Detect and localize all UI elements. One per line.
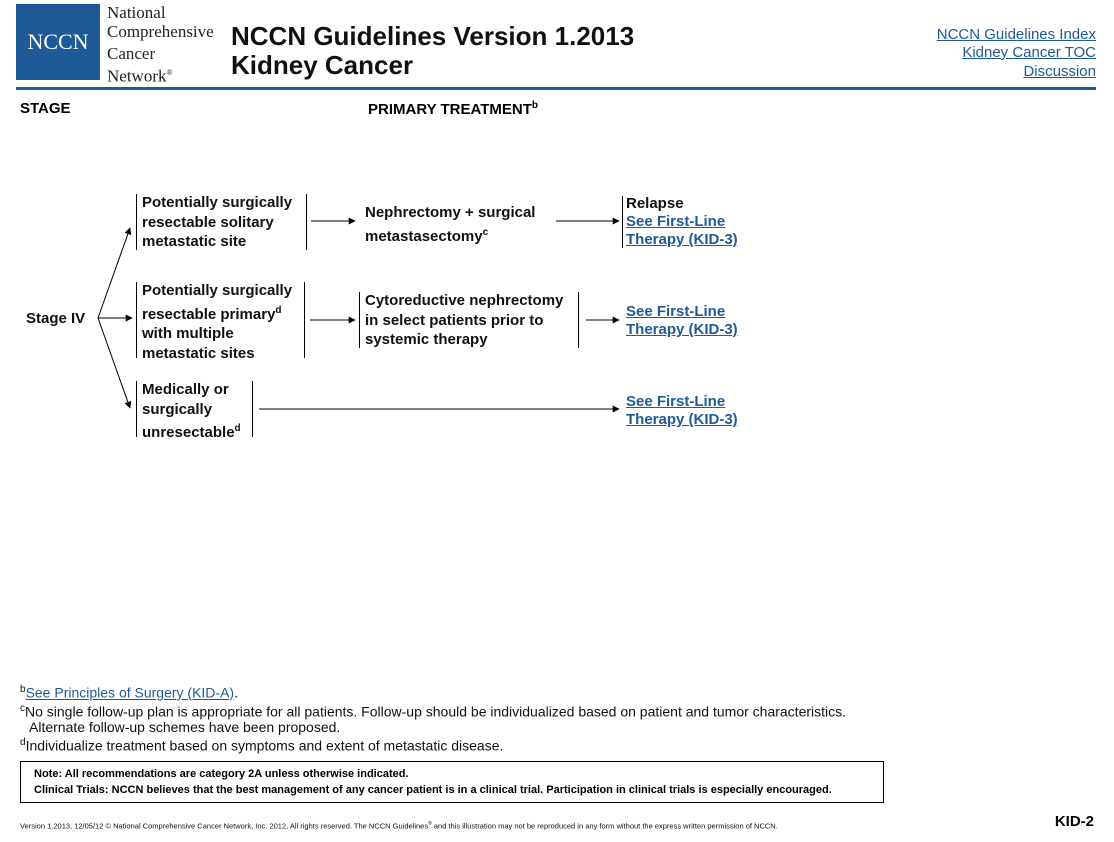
footnote-d-text: Individualize treatment based on symptoms and extent of metastatic disease. <box>25 737 504 754</box>
branch2-link-line-2: Therapy (KID-3) <box>626 321 738 338</box>
principles-of-surgery-link[interactable]: See Principles of Surgery (KID-A) <box>25 684 235 701</box>
footnote-c-line-2: Alternate follow-up schemes have been proposed. <box>29 719 341 735</box>
primary-treatment-label: PRIMARY TREATMENT <box>368 101 532 118</box>
org-name-network: Network <box>107 66 167 86</box>
branch2-condition-line-2 <box>142 301 292 325</box>
branch2-treatment-line-1: Cytoreductive nephrectomy <box>365 292 564 309</box>
page-code: KID-2 <box>1054 813 1094 830</box>
note-clinical-trials: Clinical Trials: NCCN believes that the best management of any cancer patient is in a clinical trial. Participation in clinical trials is especially encouraged. <box>34 784 832 796</box>
branch1-condition-line-1: Potentially surgically <box>142 194 293 211</box>
registered-mark: ® <box>166 68 173 77</box>
branch2-condition-line-3: with multiple <box>142 325 234 342</box>
footnote-d-marker: d <box>20 737 26 748</box>
branch3-condition-line-2: surgically <box>142 400 213 418</box>
note-category: Note: All recommendations are category 2A unless otherwise indicated. <box>34 768 409 780</box>
branch1-outcome-left-bar <box>622 196 623 248</box>
branch1-condition-left-bar <box>136 194 137 250</box>
branch3-condition-text: unresectable <box>142 424 235 441</box>
branch2-condition-right-bar <box>304 282 305 358</box>
stage-iv-label: Stage IV <box>26 310 86 327</box>
org-name-line-1: National <box>107 3 166 22</box>
footnote-c <box>20 703 846 720</box>
branch2-treatment-line-2: in select patients prior to <box>365 311 544 329</box>
page-subtitle: Kidney Cancer <box>231 50 414 80</box>
branch2-condition <box>142 281 292 363</box>
footnote-ref-d-2: d <box>234 423 241 434</box>
branch2-treatment-line-3: systemic therapy <box>365 331 488 348</box>
footnote-d <box>20 737 503 754</box>
version-copyright <box>20 821 778 831</box>
branch1-treatment-line-2 <box>365 223 535 247</box>
footnote-c-text: No single follow-up plan is appropriate for all patients. Follow-up should be individualized based on patient and tumor characteristics. <box>25 703 847 720</box>
footnote-ref-c: c <box>482 226 489 238</box>
footnote-b-marker: b <box>20 684 26 695</box>
logo-text: NCCN <box>27 29 89 54</box>
branch3-condition <box>142 380 241 443</box>
branch2-treatment <box>365 291 563 350</box>
branch1-link-line-2: Therapy (KID-3) <box>626 231 738 248</box>
footnote-b-end: . <box>234 684 238 701</box>
version-reg-mark: ® <box>428 821 432 827</box>
footnote-ref-b: b <box>531 100 538 111</box>
branch2-link-line-1: See First-Line <box>626 303 726 320</box>
branch1-treatment-line-1: Nephrectomy + surgical <box>365 204 536 221</box>
discussion-link[interactable]: Discussion <box>1023 63 1096 80</box>
footnote-b <box>20 684 238 701</box>
branch2-treatment-left-bar <box>359 292 360 348</box>
stage-column-header: STAGE <box>20 100 71 117</box>
branch3-condition-right-bar <box>252 381 253 437</box>
branch1-treatment-text: metastasectomy <box>365 227 483 245</box>
arrow-stage-to-branch3 <box>98 318 130 408</box>
footnote-c-marker: c <box>20 703 25 714</box>
kidney-cancer-toc-link[interactable]: Kidney Cancer TOC <box>962 44 1096 61</box>
branch2-condition-left-bar <box>136 282 137 358</box>
branch1-condition-right-bar <box>306 194 307 250</box>
branch2-condition-line-1: Potentially surgically <box>142 282 293 299</box>
version-text-end: . <box>775 821 778 831</box>
branch3-first-line-therapy-link[interactable] <box>626 393 738 429</box>
org-name-line-3: Cancer <box>107 44 156 63</box>
branch1-first-line-therapy-link[interactable] <box>626 213 738 249</box>
branch3-condition-left-bar <box>136 381 137 437</box>
guidelines-index-link[interactable]: NCCN Guidelines Index <box>936 26 1096 43</box>
branch3-condition-line-1: Medically or <box>142 381 229 398</box>
page-title: NCCN Guidelines Version 1.2013 <box>231 21 635 51</box>
branch2-first-line-therapy-link[interactable] <box>626 303 738 339</box>
arrow-stage-to-branch1 <box>98 228 130 318</box>
branch1-treatment <box>365 203 535 246</box>
branch3-link-line-1: See First-Line <box>626 393 726 410</box>
branch2-treatment-right-bar <box>578 292 579 348</box>
branch1-link-line-1: See First-Line <box>626 213 726 230</box>
relapse-label: Relapse <box>626 195 684 212</box>
branch2-condition-line-4: metastatic sites <box>142 344 255 362</box>
version-text-2: and this illustration may not be reproduced in any form without the express written permission of NCCN <box>431 821 776 831</box>
branch2-condition-text: resectable primary <box>142 305 276 323</box>
branch3-link-line-2: Therapy (KID-3) <box>626 411 738 428</box>
org-name-line-2: Comprehensive <box>107 22 214 41</box>
branch3-condition-line-3 <box>142 419 241 443</box>
branch1-condition <box>142 193 292 252</box>
footnote-ref-d: d <box>275 304 282 316</box>
branch1-condition-line-2: resectable solitary <box>142 213 274 231</box>
branch1-condition-line-3: metastatic site <box>142 233 247 250</box>
version-text-1: Version 1.2013, 12/05/12 © National Comprehensive Cancer Network, Inc. 2012, All rights reserved. The NCCN Guidelines <box>20 821 429 831</box>
